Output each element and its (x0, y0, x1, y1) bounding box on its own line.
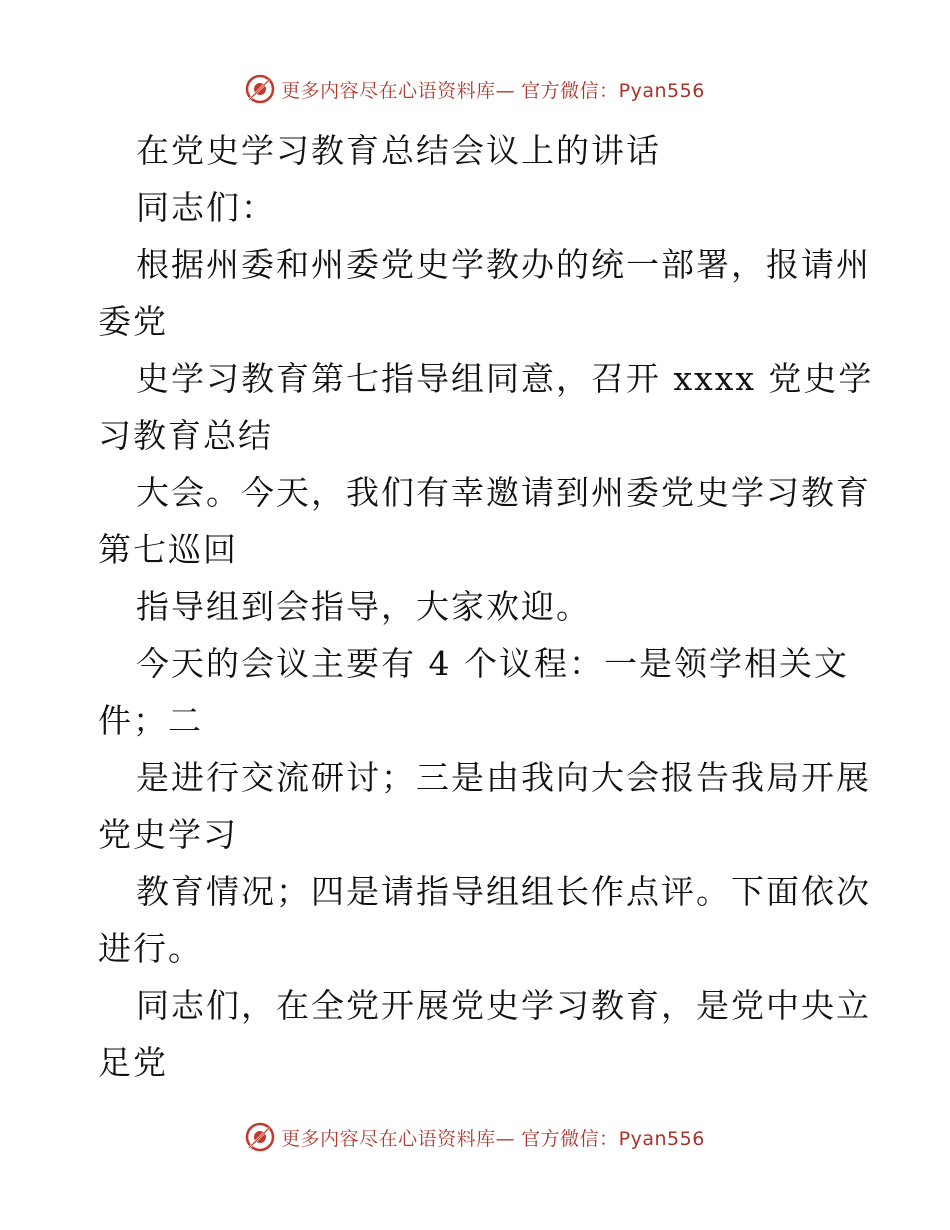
footer-watermark (0, 1122, 950, 1152)
paragraph-line: 指导组到会指导，大家欢迎。 (136, 587, 591, 626)
paragraph-line: 党史学习 (98, 815, 238, 854)
paragraph-line: 件；二 (98, 701, 203, 740)
salutation: 同志们： (136, 188, 276, 227)
watermark-wechat: 官方微信：Pyan556 (521, 1127, 705, 1150)
watermark-text: 更多内容尽在心语资料库— (281, 79, 516, 102)
paragraph-line: 大会。今天，我们有幸邀请到州委党史学习教育 (136, 473, 871, 512)
document-body (98, 122, 874, 1091)
watermark-text: 更多内容尽在心语资料库— (281, 1127, 516, 1150)
quill-pen-logo-icon (245, 1122, 275, 1152)
paragraph-line: 委党 (98, 302, 168, 341)
document-title: 在党史学习教育总结会议上的讲话 (136, 131, 661, 170)
paragraph-line: 习教育总结 (98, 416, 273, 455)
paragraph-line: 第七巡回 (98, 530, 238, 569)
paragraph-line: 足党 (98, 1043, 168, 1082)
header-watermark (0, 74, 950, 104)
paragraph-line: 史学习教育第七指导组同意，召开 xxxx 党史学 (136, 359, 874, 398)
paragraph-line: 是进行交流研讨；三是由我向大会报告我局开展 (136, 758, 871, 797)
watermark-wechat: 官方微信：Pyan556 (521, 79, 705, 102)
paragraph-line: 今天的会议主要有 4 个议程：一是领学相关文 (136, 644, 849, 683)
paragraph-line: 教育情况；四是请指导组组长作点评。下面依次 (136, 872, 871, 911)
paragraph-line: 同志们，在全党开展党史学习教育，是党中央立 (136, 986, 871, 1025)
paragraph-line: 根据州委和州委党史学教办的统一部署，报请州 (136, 245, 871, 284)
quill-pen-logo-icon (245, 74, 275, 104)
paragraph-line: 进行。 (98, 929, 203, 968)
